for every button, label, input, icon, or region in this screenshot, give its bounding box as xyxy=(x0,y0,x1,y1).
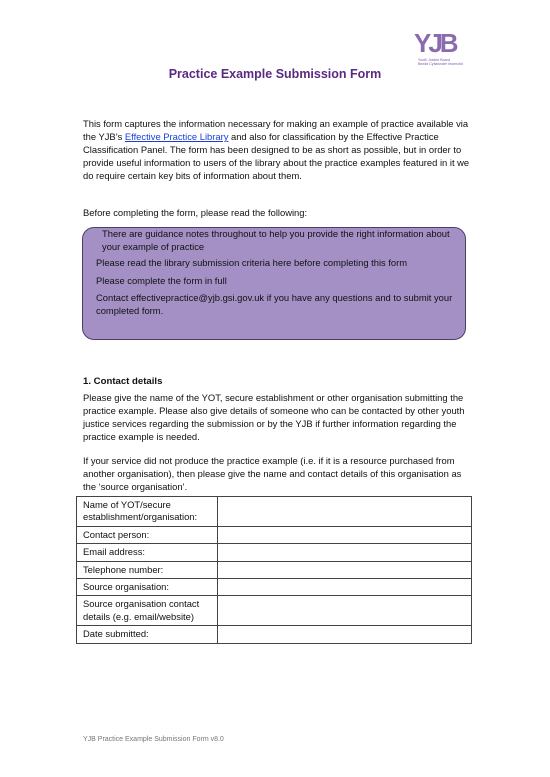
guidance-item-4: Contact effectivepractice@yjb.gsi.gov.uk if you have any questions and to submit your completed form. xyxy=(96,292,453,316)
logo-tagline xyxy=(418,58,463,66)
table-row xyxy=(77,579,472,596)
table-row xyxy=(77,561,472,578)
table-row xyxy=(77,626,472,643)
table-row xyxy=(77,526,472,543)
row-label: Email address: xyxy=(77,544,218,561)
row-value-field[interactable] xyxy=(218,579,472,596)
row-label: Name of YOT/secure establishment/organisation: xyxy=(77,497,218,527)
section1-paragraph-2: If your service did not produce the practice example (i.e. if it is a resource purchased from another organisation), then please give the name and contact details of this organisation as the ‘source organisation’. xyxy=(83,455,462,493)
row-value-field[interactable] xyxy=(218,526,472,543)
intro-text-1: This form captures the information necessary for making an example of practice available via the YJB’s xyxy=(83,118,469,143)
row-label: Source organisation contact details (e.g. email/website) xyxy=(77,596,218,626)
guidance-item-2: Please read the library submission criteria here before completing this form xyxy=(96,257,408,268)
yjb-logo xyxy=(414,28,463,70)
table-row xyxy=(77,497,472,527)
logo-line-1: Youth Justice Board xyxy=(418,58,450,62)
page-footer: YJB Practice Example Submission Form v8.0 xyxy=(83,736,224,743)
row-value-field[interactable] xyxy=(218,497,472,527)
row-label: Telephone number: xyxy=(77,561,218,578)
guidance-item-1: There are guidance notes throughout to help you provide the right information about your example of practice xyxy=(102,228,450,252)
row-value-field[interactable] xyxy=(218,561,472,578)
row-value-field[interactable] xyxy=(218,544,472,561)
guidance-item-3: Please complete the form in full xyxy=(96,275,227,286)
page-title: Practice Example Submission Form xyxy=(168,67,382,81)
before-text: Before completing the form, please read the following: xyxy=(83,207,308,218)
effective-practice-library-link[interactable]: Effective Practice Library xyxy=(124,131,229,143)
row-label: Source organisation: xyxy=(77,579,218,596)
logo-letters: YJB xyxy=(414,28,456,58)
row-label: Contact person: xyxy=(77,526,218,543)
intro-text-2: and also for classification by the Effective Practice Classification Panel. The form has been designed to be as short as possible, but in order to provide useful information to users of the library about the practice examples featured in it we do require certain key bits of information about them. xyxy=(83,131,470,182)
guidance-box xyxy=(82,227,466,340)
section1-paragraph-1: Please give the name of the YOT, secure establishment or other organisation submitting the practice example. Please also give details of someone who can be contacted by other youth justice services regarding the submission or by the YJB if further information regarding the practice example is needed. xyxy=(83,392,465,443)
row-value-field[interactable] xyxy=(218,626,472,643)
logo-line-2: Bwrdd Cyfiawnder Ieuenctid xyxy=(418,62,463,67)
intro-paragraph xyxy=(83,117,471,182)
row-label: Date submitted: xyxy=(77,626,218,643)
table-row xyxy=(77,544,472,561)
table-row xyxy=(77,596,472,626)
row-value-field[interactable] xyxy=(218,596,472,626)
section-heading-contact-details: 1. Contact details xyxy=(83,376,163,387)
contact-details-table xyxy=(76,496,472,644)
